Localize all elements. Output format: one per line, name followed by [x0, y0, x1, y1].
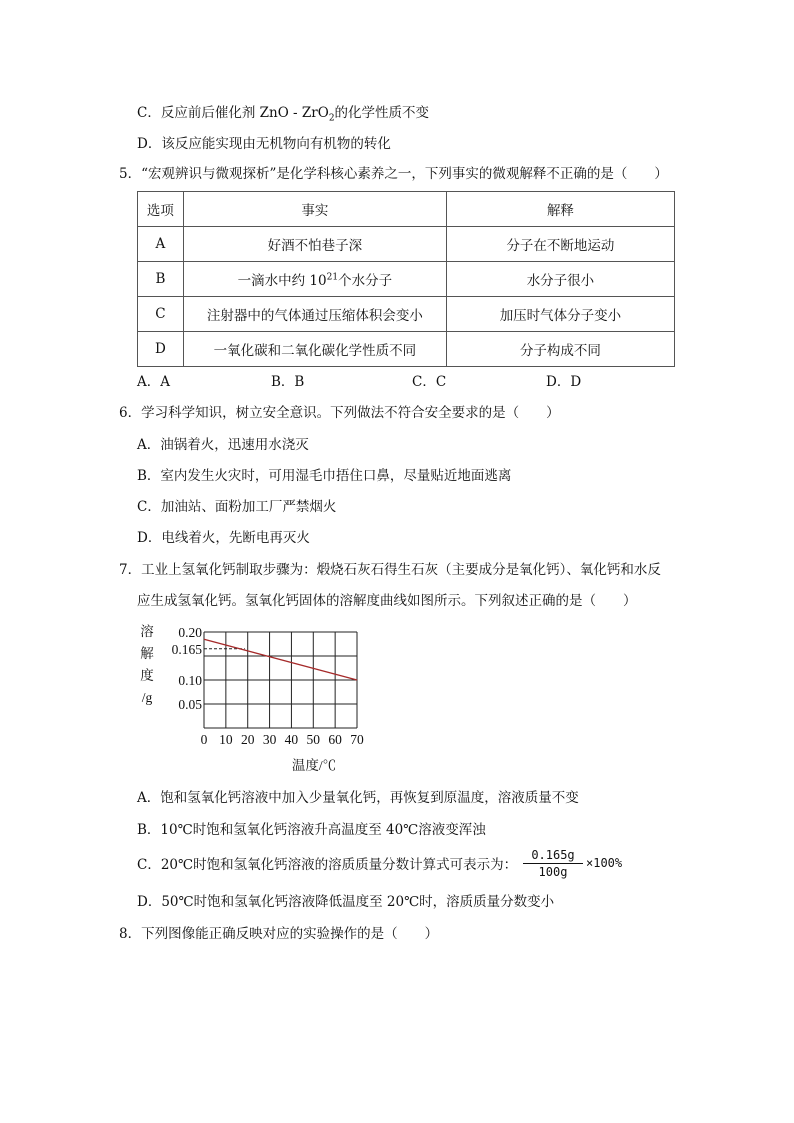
q7-option-a: A．饱和氢氧化钙溶液中加入少量氧化钙，再恢复到原温度，溶液质量不变: [137, 790, 579, 806]
y-tick-label: 0.10: [178, 673, 202, 688]
y-axis-label-char: 解: [140, 646, 154, 661]
table-row: [138, 332, 675, 367]
y-tick-label: 0.20: [178, 625, 202, 640]
table-cell-explain: 水分子很小: [446, 262, 674, 297]
q7-option-d: D．50℃时饱和氢氧化钙溶液降低温度至 20℃时，溶质质量分数变小: [137, 894, 555, 910]
q7-option-c: C．20℃时饱和氢氧化钙溶液的溶质质量分数计算式可表示为：: [137, 857, 518, 873]
table-header: 选项: [138, 192, 184, 227]
fraction-multiplier: ×100%: [586, 856, 623, 870]
q5-table: [137, 191, 675, 367]
q6-option-b: B．室内发生火灾时，可用湿毛巾捂住口鼻，尽量贴近地面逃离: [137, 468, 512, 484]
y-tick-label: 0.165: [171, 641, 202, 657]
x-tick-label: 20: [240, 732, 255, 747]
table-cell-option: B: [138, 262, 184, 297]
q6-option-d: D．电线着火，先断电再灭火: [137, 530, 310, 546]
x-tick-labels: [201, 732, 364, 747]
table-cell-option: A: [138, 227, 184, 262]
x-tick-label: 60: [328, 732, 342, 747]
q4-option-c: C．反应前后催化剂 ZnO - ZrO$_2$的化学性质不变: [137, 105, 430, 124]
y-tick-labels: [172, 625, 203, 712]
q7-stem-line2: 应生成氢氧化钙。氢氧化钙固体的溶解度曲线如图所示。下列叙述正确的是（ ）: [137, 593, 637, 609]
table-header-row: [138, 192, 675, 227]
x-tick-label: 0: [200, 732, 208, 747]
solubility-curve: [204, 639, 357, 680]
table-cell-fact: 注射器中的气体通过压缩体积会变小: [183, 297, 446, 332]
q5-option-b: B．B: [271, 374, 305, 390]
y-axis-label-char: 度: [140, 668, 154, 683]
q5-option-a: A．A: [137, 374, 170, 390]
q6-option-a: A．油锅着火，迅速用水浇灭: [137, 437, 309, 453]
table-cell-option: C: [138, 297, 184, 332]
fraction: [523, 848, 583, 879]
table-header: 解释: [446, 192, 674, 227]
table-cell-fact: 一氧化碳和二氧化碳化学性质不同: [183, 332, 446, 367]
x-axis-label: 温度/℃: [291, 758, 337, 773]
table-cell-fact: 一滴水中约 $10^{21}$个水分子: [183, 262, 446, 297]
table-header: 事实: [183, 192, 446, 227]
q6-stem: 6．学习科学知识，树立安全意识。下列做法不符合安全要求的是（ ）: [119, 405, 560, 421]
y-axis-label-char: /g: [141, 690, 153, 705]
table-row: [138, 297, 675, 332]
y-axis-label-char: 溶: [140, 624, 154, 639]
q4-option-d: D．该反应能实现由无机物向有机物的转化: [137, 136, 391, 152]
q5-stem: 5．“宏观辨识与微观探析”是化学科核心素养之一，下列事实的微观解释不正确的是（ ）: [119, 166, 668, 182]
q7-stem-line1: 7．工业上氢氧化钙制取步骤为：煅烧石灰石得生石灰（主要成分是氧化钙）、氧化钙和水反: [119, 562, 661, 578]
q5-option-c: C．C: [412, 374, 447, 390]
x-tick-label: 10: [219, 732, 233, 747]
q7-option-b: B．10℃时饱和氢氧化钙溶液升高温度至 40℃溶液变浑浊: [137, 822, 486, 838]
table-cell-explain: 分子在不断地运动: [446, 227, 674, 262]
table-cell-explain: 分子构成不同: [446, 332, 674, 367]
table-cell-explain: 加压时气体分子变小: [446, 297, 674, 332]
chart-grid: [204, 632, 357, 728]
table-row: [138, 227, 675, 262]
x-tick-label: 50: [306, 732, 321, 747]
solubility-chart: [130, 618, 380, 778]
series-group: [204, 639, 357, 680]
table-row: [138, 262, 675, 297]
fraction-denominator: 100g: [538, 865, 568, 879]
q6-option-c: C．加油站、面粉加工厂严禁烟火: [137, 499, 337, 515]
fraction-numerator: 0.165g: [523, 848, 583, 864]
x-tick-label: 30: [262, 732, 277, 747]
y-axis-label: [140, 623, 154, 705]
x-tick-label: 40: [284, 732, 299, 747]
q8-stem: 8．下列图像能正确反映对应的实验操作的是（ ）: [119, 926, 439, 942]
q5-option-d: D．D: [546, 374, 582, 390]
table-cell-option: D: [138, 332, 184, 367]
y-tick-label: 0.05: [178, 697, 202, 712]
table-cell-fact: 好酒不怕巷子深: [183, 227, 446, 262]
x-tick-label: 70: [350, 732, 364, 747]
